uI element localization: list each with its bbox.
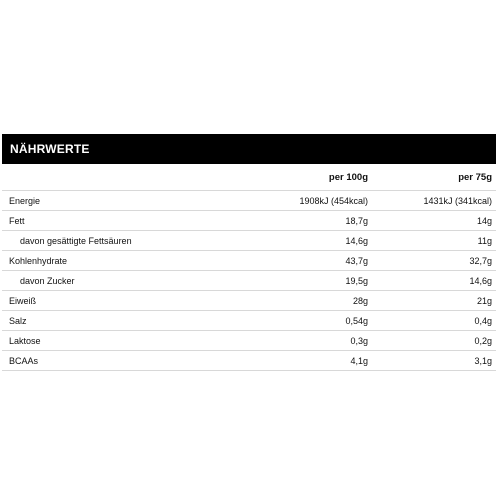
table-row [2, 311, 496, 331]
nutrient-name: davon gesättigte Fettsäuren [2, 231, 242, 251]
nutrient-name: Laktose [2, 331, 242, 351]
value-per-100g: 4,1g [242, 351, 372, 371]
value-per-75g: 32,7g [372, 251, 496, 271]
value-per-75g: 11g [372, 231, 496, 251]
table-row [2, 291, 496, 311]
nutrition-table [2, 164, 496, 371]
table-row [2, 271, 496, 291]
nutrient-name: davon Zucker [2, 271, 242, 291]
value-per-75g: 0,4g [372, 311, 496, 331]
value-per-100g: 1908kJ (454kcal) [242, 191, 372, 211]
value-per-75g: 3,1g [372, 351, 496, 371]
column-header-name [2, 164, 242, 191]
nutrient-name: Energie [2, 191, 242, 211]
column-header-per-100g: per 100g [242, 164, 372, 191]
value-per-75g: 0,2g [372, 331, 496, 351]
nutrition-rows [2, 191, 496, 371]
nutrient-name: Salz [2, 311, 242, 331]
value-per-100g: 0,3g [242, 331, 372, 351]
value-per-75g: 1431kJ (341kcal) [372, 191, 496, 211]
value-per-75g: 21g [372, 291, 496, 311]
table-header-row [2, 164, 496, 191]
nutrition-header-bar [2, 134, 496, 164]
nutrient-name: Kohlenhydrate [2, 251, 242, 271]
table-row [2, 331, 496, 351]
value-per-100g: 0,54g [242, 311, 372, 331]
table-row [2, 351, 496, 371]
value-per-100g: 18,7g [242, 211, 372, 231]
value-per-100g: 28g [242, 291, 372, 311]
nutrient-name: BCAAs [2, 351, 242, 371]
nutrient-name: Fett [2, 211, 242, 231]
value-per-100g: 43,7g [242, 251, 372, 271]
table-row [2, 251, 496, 271]
value-per-100g: 19,5g [242, 271, 372, 291]
nutrient-name: Eiweiß [2, 291, 242, 311]
table-row [2, 231, 496, 251]
nutrition-panel [2, 134, 496, 371]
nutrition-title: NÄHRWERTE [10, 142, 90, 156]
table-row [2, 191, 496, 211]
column-header-per-75g: per 75g [372, 164, 496, 191]
value-per-75g: 14g [372, 211, 496, 231]
table-row [2, 211, 496, 231]
value-per-100g: 14,6g [242, 231, 372, 251]
value-per-75g: 14,6g [372, 271, 496, 291]
